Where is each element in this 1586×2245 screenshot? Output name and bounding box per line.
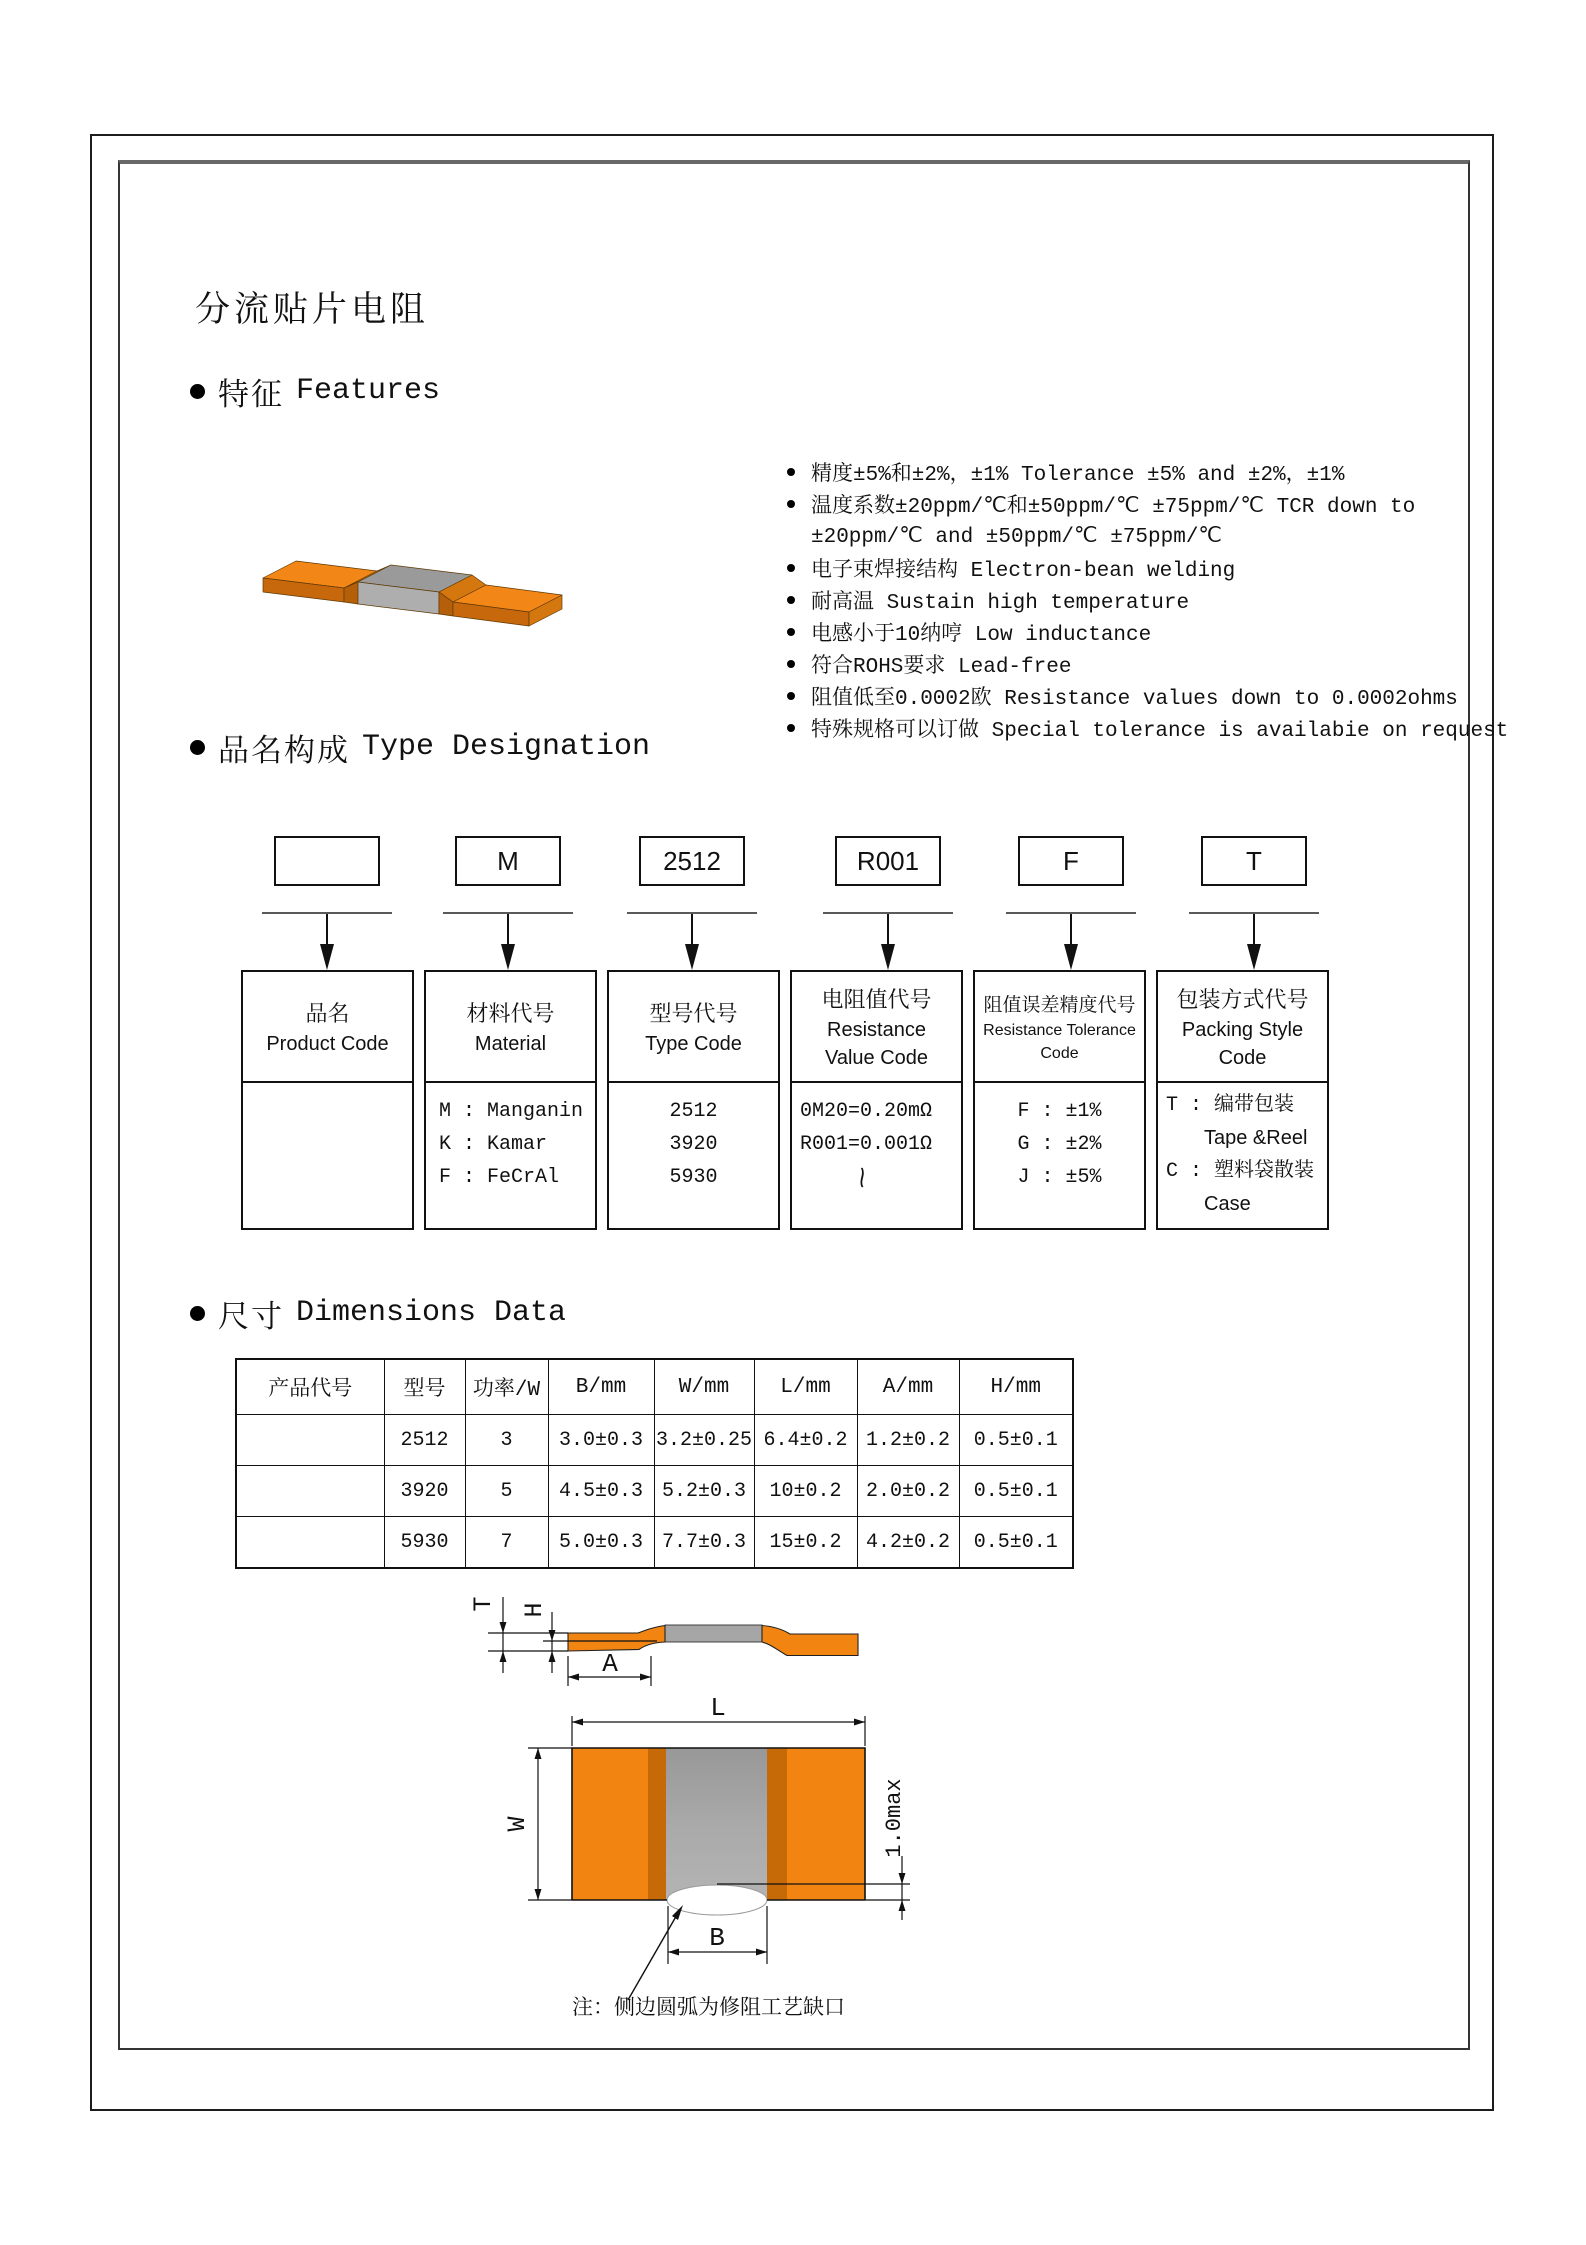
table-header-cell: 型号 <box>384 1359 465 1415</box>
top-view <box>503 1693 911 2000</box>
feature-item-text: 电感小于10纳哼 Low inductance <box>811 624 1152 647</box>
feature-item <box>787 552 1508 584</box>
detail-box-title-cn: 型号代号 <box>649 1001 738 1026</box>
table-cell: 0.5±0.1 <box>959 1517 1073 1569</box>
detail-box-title-en: Code <box>1218 1047 1267 1069</box>
detail-box-title-en: Resistance <box>827 1019 926 1041</box>
bullet-icon <box>190 740 205 755</box>
detail-box-type-code <box>607 970 780 1230</box>
table-row <box>236 1517 1073 1569</box>
dim-label-A: A <box>602 1649 618 1679</box>
table-cell: 0.5±0.1 <box>959 1415 1073 1466</box>
detail-box-title-en: Code <box>1040 1045 1079 1062</box>
table-cell: 10±0.2 <box>754 1466 857 1517</box>
code-box-type: 2512 <box>639 836 745 886</box>
leader-line <box>1070 914 1072 946</box>
detail-box-product-code <box>241 970 414 1230</box>
code-box-packing: T <box>1201 836 1307 886</box>
code-box-product <box>274 836 380 886</box>
bullet-icon <box>787 468 795 476</box>
table-header-cell: L/mm <box>754 1359 857 1415</box>
feature-item-text: 阻值低至0.0002欧 Resistance values down to 0.0002ohms <box>811 688 1458 711</box>
feature-item <box>787 712 1508 744</box>
code-box-tolerance: F <box>1018 836 1124 886</box>
table-cell: 2512 <box>384 1415 465 1466</box>
table-header-cell: 功率/W <box>465 1359 548 1415</box>
features-heading <box>190 372 440 410</box>
detail-box-title-en: Value Code <box>824 1047 929 1069</box>
table-header-row <box>236 1359 1073 1415</box>
table-cell: 7 <box>465 1517 548 1569</box>
arrow-down-icon <box>320 944 334 970</box>
detail-box-title-en: Product Code <box>266 1033 389 1055</box>
arrow-down-icon <box>881 944 895 970</box>
detail-box-title-cn: 品名 <box>305 1001 350 1026</box>
drawing-note: 注：侧边圆弧为修阻工艺缺口 <box>572 1998 845 2021</box>
leader-line <box>1253 914 1255 946</box>
feature-item <box>787 648 1508 680</box>
detail-box-body <box>243 1083 412 1095</box>
table-row <box>236 1415 1073 1466</box>
feature-item-text: 温度系数±20ppm/℃和±50ppm/℃ ±75ppm/℃ TCR down to <box>811 496 1416 519</box>
table-cell: 4.2±0.2 <box>857 1517 959 1569</box>
dimensions-heading-en: Dimensions Data <box>296 1296 567 1330</box>
table-row <box>236 1466 1073 1517</box>
table-cell: 1.2±0.2 <box>857 1415 959 1466</box>
detail-box-title-en: Resistance Tolerance <box>983 1022 1136 1039</box>
feature-item <box>787 616 1508 648</box>
table-header-cell: W/mm <box>654 1359 754 1415</box>
arrow-down-icon <box>685 944 699 970</box>
feature-item-text: ±20ppm/℃ and ±50ppm/℃ ±75ppm/℃ <box>811 526 1223 549</box>
table-cell <box>236 1466 384 1517</box>
bullet-icon <box>787 660 795 668</box>
table-cell <box>236 1415 384 1466</box>
code-box-material: M <box>455 836 561 886</box>
dimensions-drawing <box>440 1580 1000 2020</box>
table-cell: 5.2±0.3 <box>654 1466 754 1517</box>
detail-box-title-cn: 电阻值代号 <box>821 987 932 1012</box>
leader-line <box>326 914 328 946</box>
type-designation-heading-en: Type Designation <box>362 730 651 764</box>
bullet-icon <box>787 692 795 700</box>
features-heading-en: Features <box>296 374 441 408</box>
arrow-down-icon <box>1064 944 1078 970</box>
detail-box-resistance-value <box>790 970 963 1230</box>
dim-label-T: T <box>469 1596 498 1612</box>
table-cell: 3 <box>465 1415 548 1466</box>
features-heading-cn: 特征 <box>218 376 284 412</box>
bullet-icon <box>787 724 795 732</box>
table-header-cell: A/mm <box>857 1359 959 1415</box>
features-list <box>787 456 1508 744</box>
bullet-icon <box>190 384 205 399</box>
detail-box-title-en: Type Code <box>645 1033 742 1055</box>
feature-item-text: 特殊规格可以订做 Special tolerance is availabie on request <box>811 720 1509 743</box>
detail-box-body: M : Manganin K : Kamar F : FeCrAl <box>439 1100 584 1189</box>
dim-label-L: L <box>710 1693 726 1723</box>
dimensions-heading <box>190 1294 566 1332</box>
type-designation-heading-cn: 品名构成 <box>218 732 350 768</box>
type-designation-heading <box>190 728 650 766</box>
table-header-cell: B/mm <box>548 1359 654 1415</box>
dim-label-notch-max: 1.0max <box>882 1778 907 1858</box>
detail-box-tolerance-code <box>973 970 1146 1230</box>
product-3d-image <box>253 514 568 632</box>
table-cell: 0.5±0.1 <box>959 1466 1073 1517</box>
arrow-down-icon <box>1247 944 1261 970</box>
table-cell: 6.4±0.2 <box>754 1415 857 1466</box>
feature-item <box>787 520 1508 552</box>
dim-label-B: B <box>709 1923 725 1953</box>
feature-item <box>787 680 1508 712</box>
detail-box-packing-style <box>1156 970 1329 1230</box>
detail-box-title-cn: 材料代号 <box>466 1001 555 1026</box>
table-header-cell: H/mm <box>959 1359 1073 1415</box>
detail-box-body: 0M20=0.20mΩ R001=0.001Ω ~ <box>800 1100 933 1190</box>
table-cell: 3.2±0.25 <box>654 1415 754 1466</box>
detail-box-title-en: Material <box>474 1033 547 1055</box>
detail-box-material <box>424 970 597 1230</box>
code-box-value: R001 <box>835 836 941 886</box>
table-cell: 7.7±0.3 <box>654 1517 754 1569</box>
detail-box-title-cn: 包装方式代号 <box>1176 987 1309 1012</box>
detail-box-body: T : 编带包装 Tape &Reel C : 塑料袋散装 Case <box>1166 1094 1315 1215</box>
table-cell: 3.0±0.3 <box>548 1415 654 1466</box>
detail-box-body: F : ±1% G : ±2% J : ±5% <box>1017 1100 1102 1189</box>
table-cell <box>236 1517 384 1569</box>
dimensions-heading-cn: 尺寸 <box>218 1298 284 1334</box>
dimensions-table <box>235 1358 1074 1569</box>
table-cell: 5.0±0.3 <box>548 1517 654 1569</box>
bullet-icon <box>787 628 795 636</box>
dim-label-W: W <box>503 1816 532 1832</box>
detail-box-title-cn: 阻值误差精度代号 <box>983 995 1136 1016</box>
feature-item-text: 耐高温 Sustain high temperature <box>811 592 1190 615</box>
detail-box-body: 2512 3920 5930 <box>669 1100 718 1189</box>
feature-item <box>787 488 1508 520</box>
leader-line <box>691 914 693 946</box>
bullet-icon <box>787 564 795 572</box>
detail-box-title-en: Packing Style <box>1181 1019 1304 1041</box>
feature-item-text: 符合ROHS要求 Lead-free <box>811 656 1072 679</box>
leader-line <box>507 914 509 946</box>
bullet-icon <box>190 1306 205 1321</box>
table-cell: 15±0.2 <box>754 1517 857 1569</box>
bullet-icon <box>787 500 795 508</box>
page-title: 分流贴片电阻 <box>195 290 430 329</box>
side-view <box>469 1596 858 1686</box>
table-cell: 2.0±0.2 <box>857 1466 959 1517</box>
table-cell: 5 <box>465 1466 548 1517</box>
feature-item <box>787 456 1508 488</box>
table-cell: 3920 <box>384 1466 465 1517</box>
table-cell: 5930 <box>384 1517 465 1569</box>
table-cell: 4.5±0.3 <box>548 1466 654 1517</box>
dim-label-H: H <box>520 1602 549 1618</box>
feature-item-text: 精度±5%和±2%，±1% Tolerance ±5% and ±2%，±1% <box>811 464 1345 487</box>
table-header-cell: 产品代号 <box>236 1359 384 1415</box>
leader-line <box>887 914 889 946</box>
range-squiggle: ~ <box>845 1165 876 1190</box>
feature-item <box>787 584 1508 616</box>
arrow-down-icon <box>501 944 515 970</box>
feature-item-text: 电子束焊接结构 Electron-bean welding <box>811 560 1236 583</box>
bullet-icon <box>787 596 795 604</box>
